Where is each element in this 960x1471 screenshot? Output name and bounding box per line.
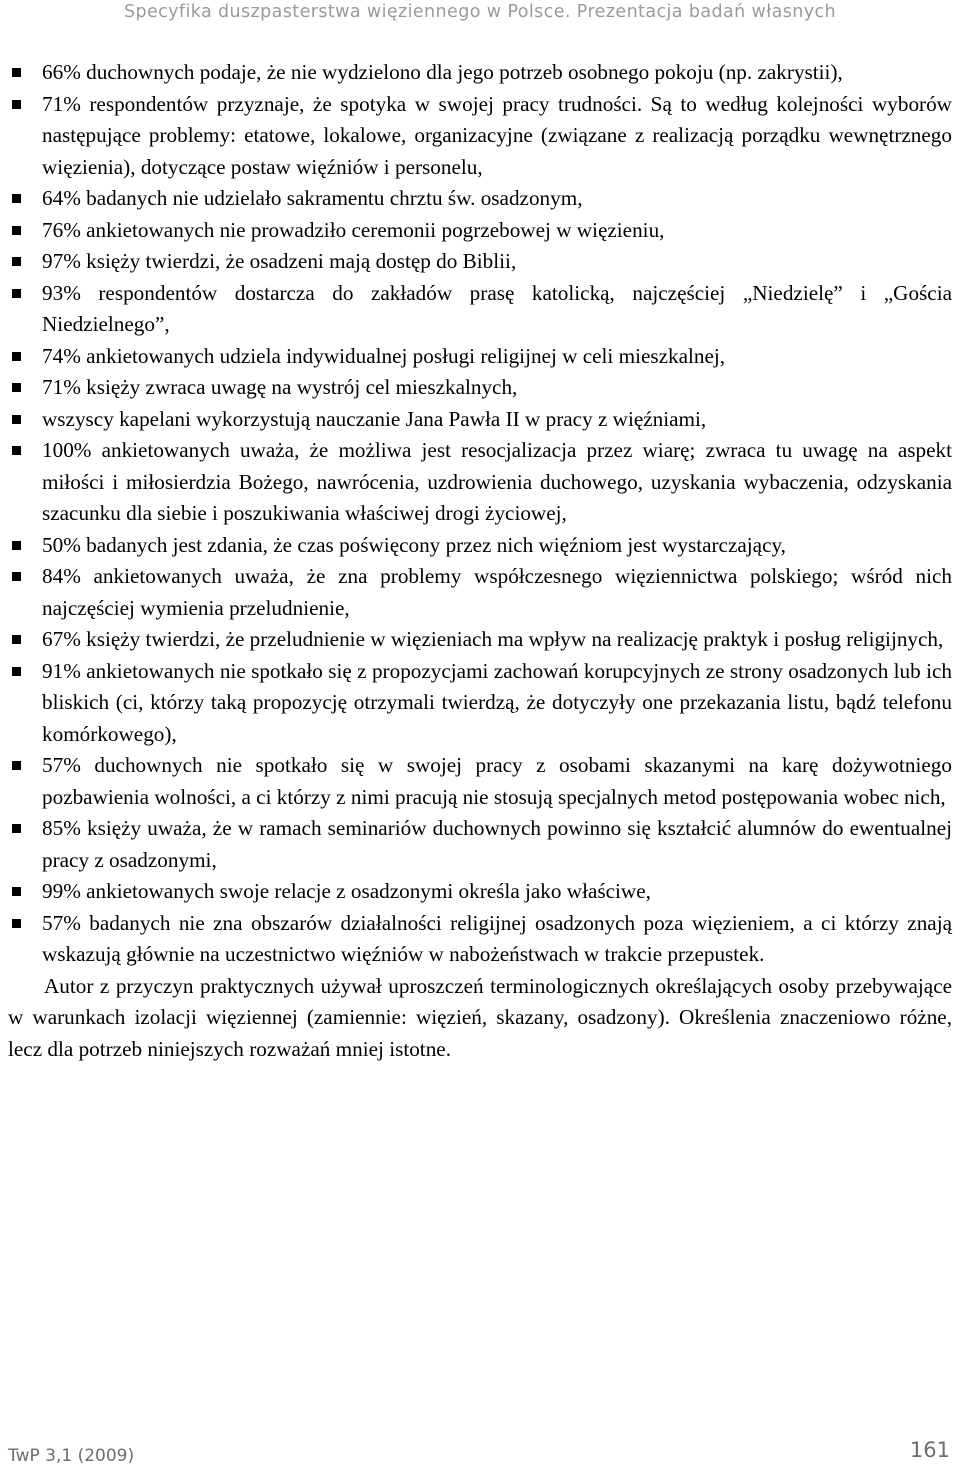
- page-number: 161: [909, 1438, 950, 1462]
- list-item: 84% ankietowanych uważa, że zna problemy współczesnego więziennictwa polskiego; wśród nich najczęściej wymienia przeludnienie,: [8, 561, 952, 624]
- list-item: 76% ankietowanych nie prowadziło ceremonii pogrzebowej w więzieniu,: [8, 215, 952, 247]
- list-item: 100% ankietowanych uważa, że możliwa jest resocjalizacja przez wiarę; zwraca tu uwagę na aspekt miłości i miłosierdzia Bożego, nawrócenia, uzdrowienia duchowego, uzyskania wybaczenia, odzyskania szacunku dla siebie i poszukiwania właściwej drogi życiowej,: [8, 435, 952, 530]
- list-item: 97% księży twierdzi, że osadzeni mają dostęp do Biblii,: [8, 246, 952, 278]
- list-item: 74% ankietowanych udziela indywidualnej posługi religijnej w celi mieszkalnej,: [8, 341, 952, 373]
- list-item: 93% respondentów dostarcza do zakładów prasę katolicką, najczęściej „Niedzielę” i „Gościa Niedzielnego”,: [8, 278, 952, 341]
- list-item: 71% respondentów przyznaje, że spotyka w swojej pracy trudności. Są to według kolejności wyborów następujące problemy: etatowe, lokalowe, organizacyjne (związane z realizacją porządku wewnętrznego więzienia), dotyczące postaw więźniów i personelu,: [8, 89, 952, 184]
- findings-list: [8, 57, 952, 971]
- list-item: 71% księży zwraca uwagę na wystrój cel mieszkalnych,: [8, 372, 952, 404]
- running-title: Specyfika duszpasterstwa więziennego w Polsce. Prezentacja badań własnych: [123, 2, 837, 22]
- page-footer: [8, 1440, 952, 1470]
- list-item: 57% badanych nie zna obszarów działalności religijnej osadzonych poza więzieniem, a ci którzy znają wskazują głównie na uczestnictwo więźniów w nabożeństwach w trakcie przepustek.: [8, 908, 952, 971]
- list-item: 57% duchownych nie spotkało się w swojej pracy z osobami skazanymi na karę dożywotniego pozbawienia wolności, a ci którzy z nimi pracują nie stosują specjalnych metod postępowania wobec nich,: [8, 750, 952, 813]
- list-item: 66% duchownych podaje, że nie wydzielono dla jego potrzeb osobnego pokoju (np. zakrystii),: [8, 57, 952, 89]
- list-item: 99% ankietowanych swoje relacje z osadzonymi określa jako właściwe,: [8, 876, 952, 908]
- list-item: 67% księży twierdzi, że przeludnienie w więzieniach ma wpływ na realizację praktyk i posług religijnych,: [8, 624, 952, 656]
- list-item: wszyscy kapelani wykorzystują nauczanie Jana Pawła II w pracy z więźniami,: [8, 404, 952, 436]
- list-item: 91% ankietowanych nie spotkało się z propozycjami zachowań korupcyjnych ze strony osadzonych lub ich bliskich (ci, którzy taką propozycję otrzymali twierdzą, że dotyczyły one przekazania listu, bądź telefonu komórkowego),: [8, 656, 952, 751]
- list-item: 50% badanych jest zdania, że czas poświęcony przez nich więźniom jest wystarczający,: [8, 530, 952, 562]
- list-item: 85% księży uważa, że w ramach seminariów duchownych powinno się kształcić alumnów do ewentualnej pracy z osadzonymi,: [8, 813, 952, 876]
- journal-citation: TwP 3,1 (2009): [8, 1446, 135, 1466]
- body-paragraph: Autor z przyczyn praktycznych używał uproszczeń terminologicznych określających osoby przebywające w warunkach izolacji więziennej (zamiennie: więzień, skazany, osadzony). Określenia znaczeniowo różne, lecz dla potrzeb niniejszych rozważań mniej istotne.: [8, 973, 952, 1061]
- list-item: 64% badanych nie udzielało sakramentu chrztu św. osadzonym,: [8, 183, 952, 215]
- page-content: [8, 57, 952, 1065]
- running-header: [0, 0, 960, 30]
